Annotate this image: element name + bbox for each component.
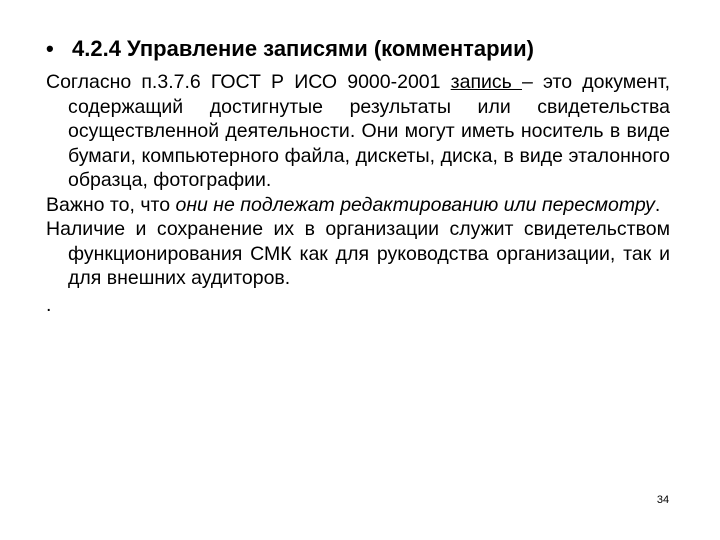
slide-body	[46, 70, 670, 319]
slide-title-text: 4.2.4 Управление записями (комментарии)	[72, 36, 534, 61]
paragraph-record-definition	[46, 70, 670, 193]
paragraph-2-after: .	[654, 193, 661, 216]
paragraph-not-editable	[46, 193, 670, 218]
paragraph-qms-evidence: Наличие и сохранение их в организации служит свидетельством функционирования СМК как для руководства организации, так и для внешних аудиторов.	[46, 218, 670, 289]
paragraph-2-before: Важно то, что	[46, 193, 176, 216]
emphasis-not-editable: они не подлежат редактированию или пересмотру	[175, 193, 655, 216]
slide-title	[46, 34, 686, 64]
term-record: запись	[450, 71, 522, 93]
paragraph-1-after: – это документ, содержащий достигнутые результаты или свидетельства осуществленной деятельности. Они могут иметь носитель в виде бумаги, компьютерного файла, дискеты, диска, в виде эталонного образца, фотографии.	[68, 71, 670, 191]
bullet-icon: •	[46, 36, 54, 61]
paragraph-1-before: Согласно п.3.7.6 ГОСТ Р ИСО 9000-2001	[46, 71, 451, 93]
page-number: 34	[656, 494, 670, 506]
trailing-dot: .	[46, 293, 52, 316]
